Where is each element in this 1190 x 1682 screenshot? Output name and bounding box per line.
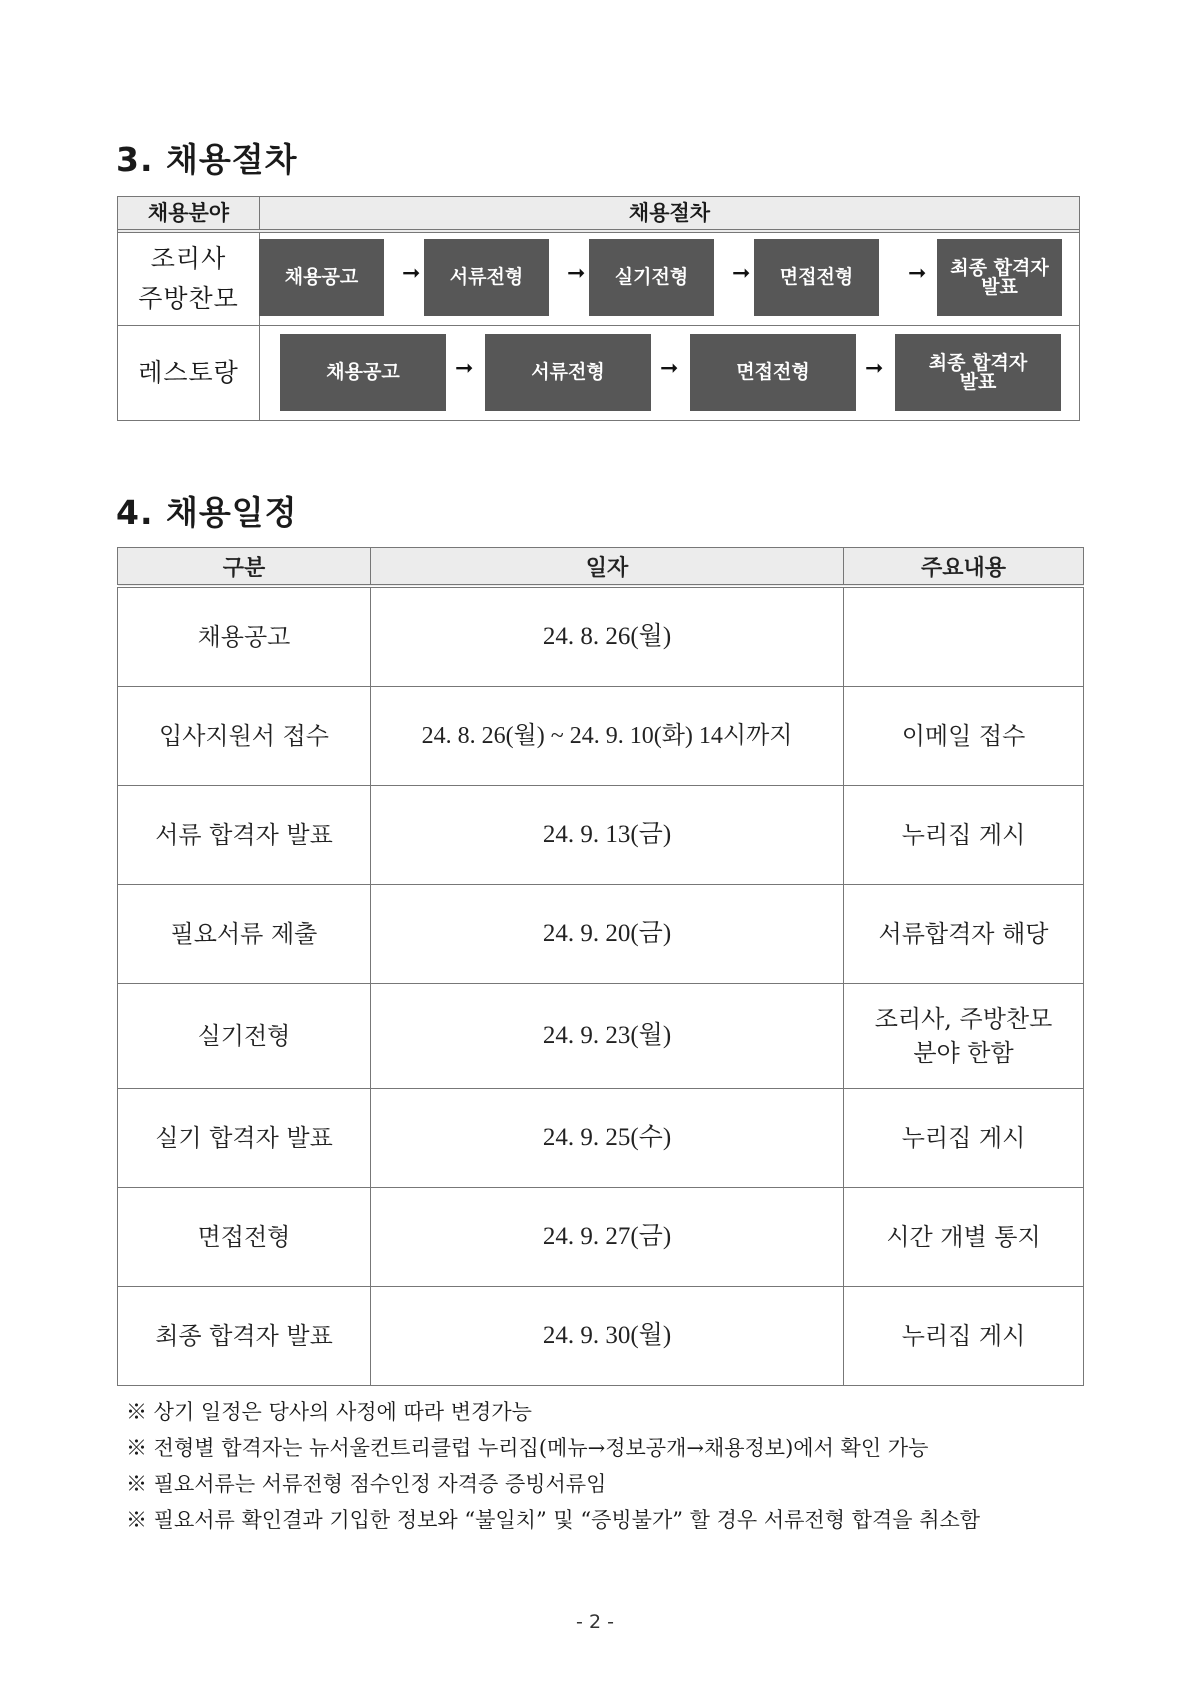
- table-row: [118, 1089, 1084, 1188]
- header-category: 구분: [118, 548, 371, 587]
- header-date: 일자: [371, 548, 844, 587]
- schedule-header-row: [118, 548, 1084, 587]
- section3-title: 3. 채용절차: [116, 140, 298, 179]
- date-cell: 24. 9. 30(월): [371, 1287, 844, 1386]
- date-cell: 24. 9. 20(금): [371, 885, 844, 984]
- step-label: 최종 합격자 발표: [928, 351, 1028, 393]
- details-cell: 서류합격자 해당: [844, 885, 1084, 984]
- category-cell: 최종 합격자 발표: [118, 1287, 371, 1386]
- step-label: 면접전형: [736, 361, 810, 383]
- date-cell: 24. 9. 27(금): [371, 1188, 844, 1287]
- table-row: [118, 687, 1084, 786]
- notes-list: [126, 1394, 980, 1538]
- arrow-icon: ➞: [402, 261, 421, 286]
- step-box: [937, 239, 1062, 316]
- table-row: [118, 1188, 1084, 1287]
- category-cell: 입사지원서 접수: [118, 687, 371, 786]
- category-cell: 서류 합격자 발표: [118, 786, 371, 885]
- step-box: [485, 334, 651, 411]
- step-label: 서류전형: [449, 266, 524, 288]
- step-label: 최종 합격자 발표: [950, 256, 1049, 298]
- details-cell: 조리사, 주방찬모 분야 한함: [844, 984, 1084, 1089]
- step-label: 서류전형: [531, 361, 605, 383]
- field-label-text: 레스토랑: [138, 358, 239, 387]
- field-label: [118, 326, 260, 420]
- table-row: [118, 984, 1084, 1089]
- arrow-icon: ➞: [660, 356, 679, 381]
- process-row-restaurant: [118, 326, 1079, 420]
- step-box: [690, 334, 856, 411]
- header-details: 주요내용: [844, 548, 1084, 587]
- note-item: ※ 전형별 합격자는 뉴서울컨트리클럽 누리집(메뉴→정보공개→채용정보)에서 확인 가능: [126, 1436, 929, 1460]
- process-table-header: [118, 197, 1079, 233]
- step-label: 채용공고: [284, 266, 359, 288]
- step-box: [589, 239, 714, 316]
- note-item: ※ 상기 일정은 당사의 사정에 따라 변경가능: [126, 1400, 532, 1424]
- note-item: ※ 필요서류는 서류전형 점수인정 자격증 증빙서류임: [126, 1472, 607, 1496]
- step-label: 면접전형: [779, 266, 854, 288]
- table-row: [118, 885, 1084, 984]
- step-label: 실기전형: [614, 266, 689, 288]
- recruitment-process-table: [117, 196, 1080, 421]
- date-cell: 24. 9. 23(월): [371, 984, 844, 1089]
- category-cell: 실기전형: [118, 984, 371, 1089]
- page-number: - 2 -: [576, 1611, 614, 1633]
- arrow-icon: ➞: [455, 356, 474, 381]
- details-cell: 시간 개별 통지: [844, 1188, 1084, 1287]
- details-cell: [844, 586, 1084, 687]
- details-cell: 누리집 게시: [844, 1089, 1084, 1188]
- step-label: 채용공고: [326, 361, 400, 383]
- step-box: [280, 334, 446, 411]
- category-cell: 채용공고: [118, 586, 371, 687]
- category-cell: 필요서류 제출: [118, 885, 371, 984]
- step-box: [424, 239, 549, 316]
- category-cell: 면접전형: [118, 1188, 371, 1287]
- date-cell: 24. 8. 26(월): [371, 586, 844, 687]
- header-field: 채용분야: [118, 197, 260, 229]
- section4-title: 4. 채용일정: [116, 493, 298, 532]
- schedule-table: [117, 547, 1084, 1386]
- category-cell: 실기 합격자 발표: [118, 1089, 371, 1188]
- process-row-cook: [118, 233, 1079, 326]
- date-cell: 24. 8. 26(월) ~ 24. 9. 10(화) 14시까지: [371, 687, 844, 786]
- arrow-icon: ➞: [908, 261, 927, 286]
- table-row: [118, 1287, 1084, 1386]
- arrow-icon: ➞: [567, 261, 586, 286]
- step-box: [895, 334, 1061, 411]
- table-row: [118, 586, 1084, 687]
- arrow-icon: ➞: [732, 261, 751, 286]
- field-label-text: 조리사 주방찬모: [138, 244, 239, 313]
- header-process: 채용절차: [628, 200, 711, 225]
- field-label: [118, 233, 260, 325]
- arrow-icon: ➞: [865, 356, 884, 381]
- date-cell: 24. 9. 25(수): [371, 1089, 844, 1188]
- details-cell: 이메일 접수: [844, 687, 1084, 786]
- note-item: ※ 필요서류 확인결과 기입한 정보와 “불일치” 및 “증빙불가” 할 경우 서류전형 합격을 취소함: [126, 1508, 981, 1532]
- table-row: [118, 786, 1084, 885]
- details-cell: 누리집 게시: [844, 1287, 1084, 1386]
- date-cell: 24. 9. 13(금): [371, 786, 844, 885]
- step-box: [259, 239, 384, 316]
- details-cell: 누리집 게시: [844, 786, 1084, 885]
- step-box: [754, 239, 879, 316]
